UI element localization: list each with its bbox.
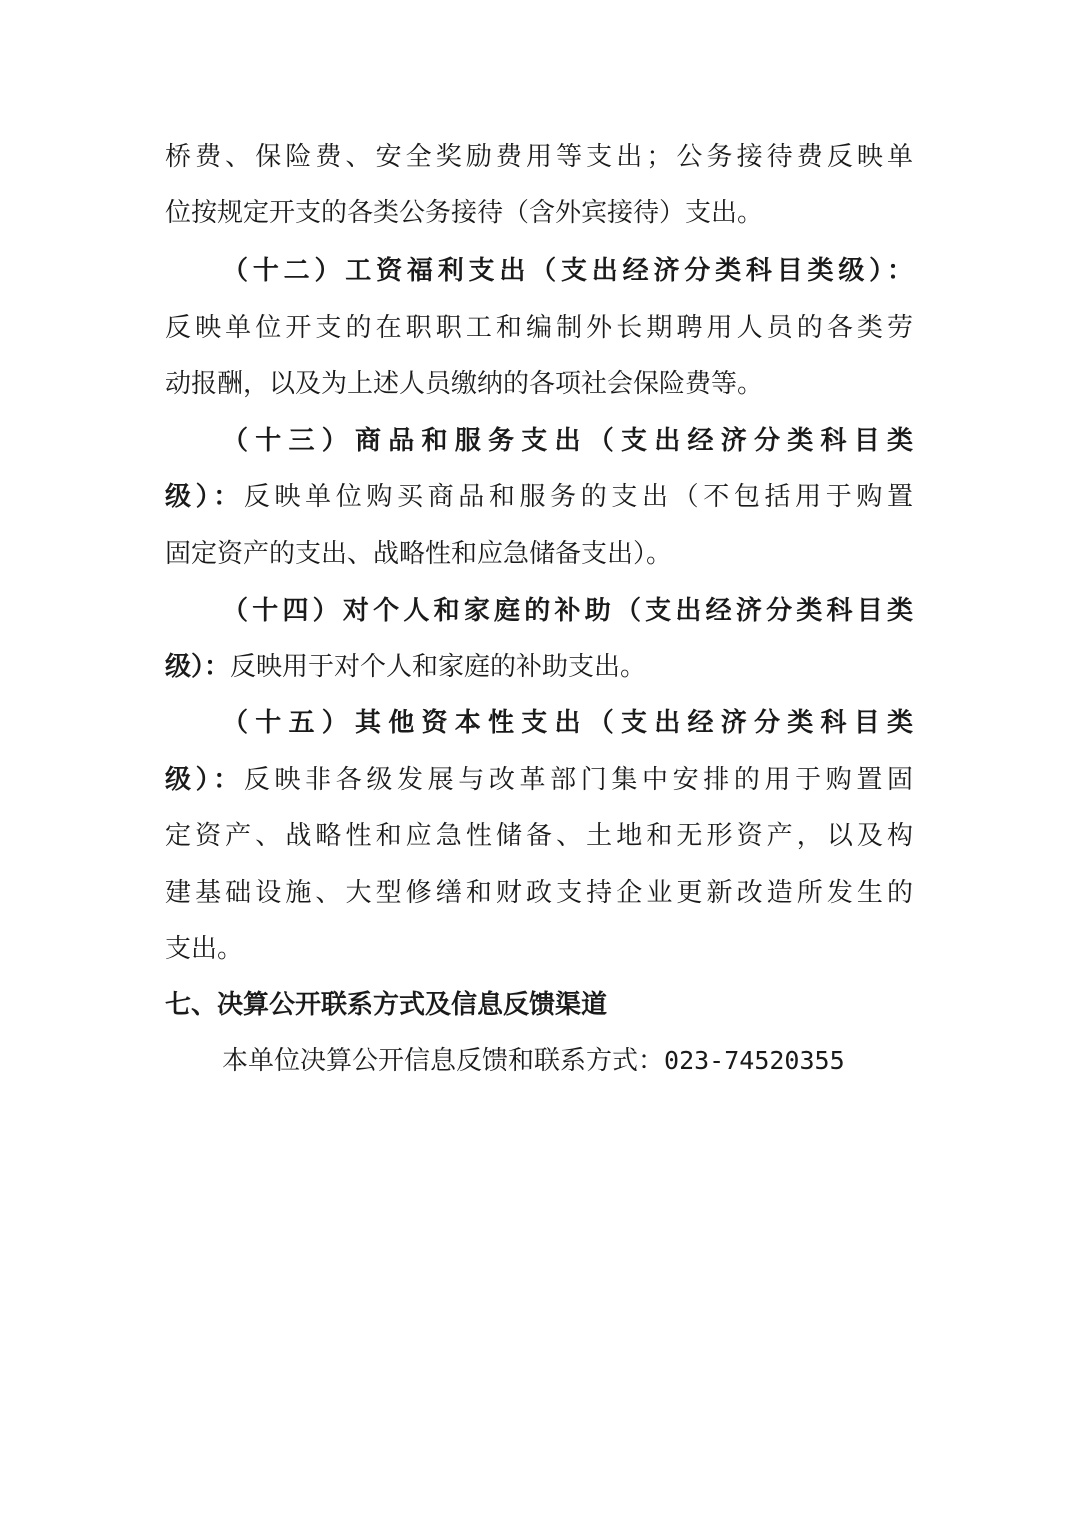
contact-label: 本单位决算公开信息反馈和联系方式： [222,1046,665,1076]
section-14-text: 反映用于对个人和家庭的补助支出。 [230,652,647,682]
section-15-title: （十五）其他资本性支出（支出经济分类科目类 [222,708,913,738]
paragraph-line: 反映单位开支的在职职工和编制外长期聘用人员的各类劳 [165,313,913,343]
paragraph-line [165,650,913,684]
section-7-heading: 七、决算公开联系方式及信息反馈渠道 [165,990,608,1020]
section-13-text: 反映单位购买商品和服务的支出（不包括用于购置 [243,482,913,512]
paragraph-line: 支出。 [165,934,244,964]
paragraph-line: 桥费、保险费、安全奖励费用等支出；公务接待费反映单 [165,142,913,172]
paragraph-line: 位按规定开支的各类公务接待（含外宾接待）支出。 [165,198,764,228]
paragraph-line: 固定资产的支出、战略性和应急储备支出）。 [165,539,673,569]
paragraph-line [165,480,913,514]
paragraph-line: 建基础设施、大型修缮和财政支持企业更新改造所发生的 [165,878,913,908]
section-14-title-cont: 级）： [165,652,231,682]
section-15-title-cont: 级）： [165,765,244,795]
section-12-title: （十二）工资福利支出（支出经济分类科目类级）： [222,256,913,286]
contact-line [222,1044,845,1078]
section-13-title: （十三）商品和服务支出（支出经济分类科目类 [222,426,913,456]
section-13-title-cont: 级）： [165,482,244,512]
section-15-text: 反映非各级发展与改革部门集中安排的用于购置固 [243,765,913,795]
paragraph-line: 动报酬，以及为上述人员缴纳的各项社会保险费等。 [165,369,764,399]
paragraph-line [165,763,913,797]
section-14-title: （十四）对个人和家庭的补助（支出经济分类科目类 [222,596,913,626]
paragraph-line: 定资产、战略性和应急性储备、土地和无形资产，以及构 [165,821,913,851]
contact-phone-number: 023-74520355 [664,1046,845,1075]
